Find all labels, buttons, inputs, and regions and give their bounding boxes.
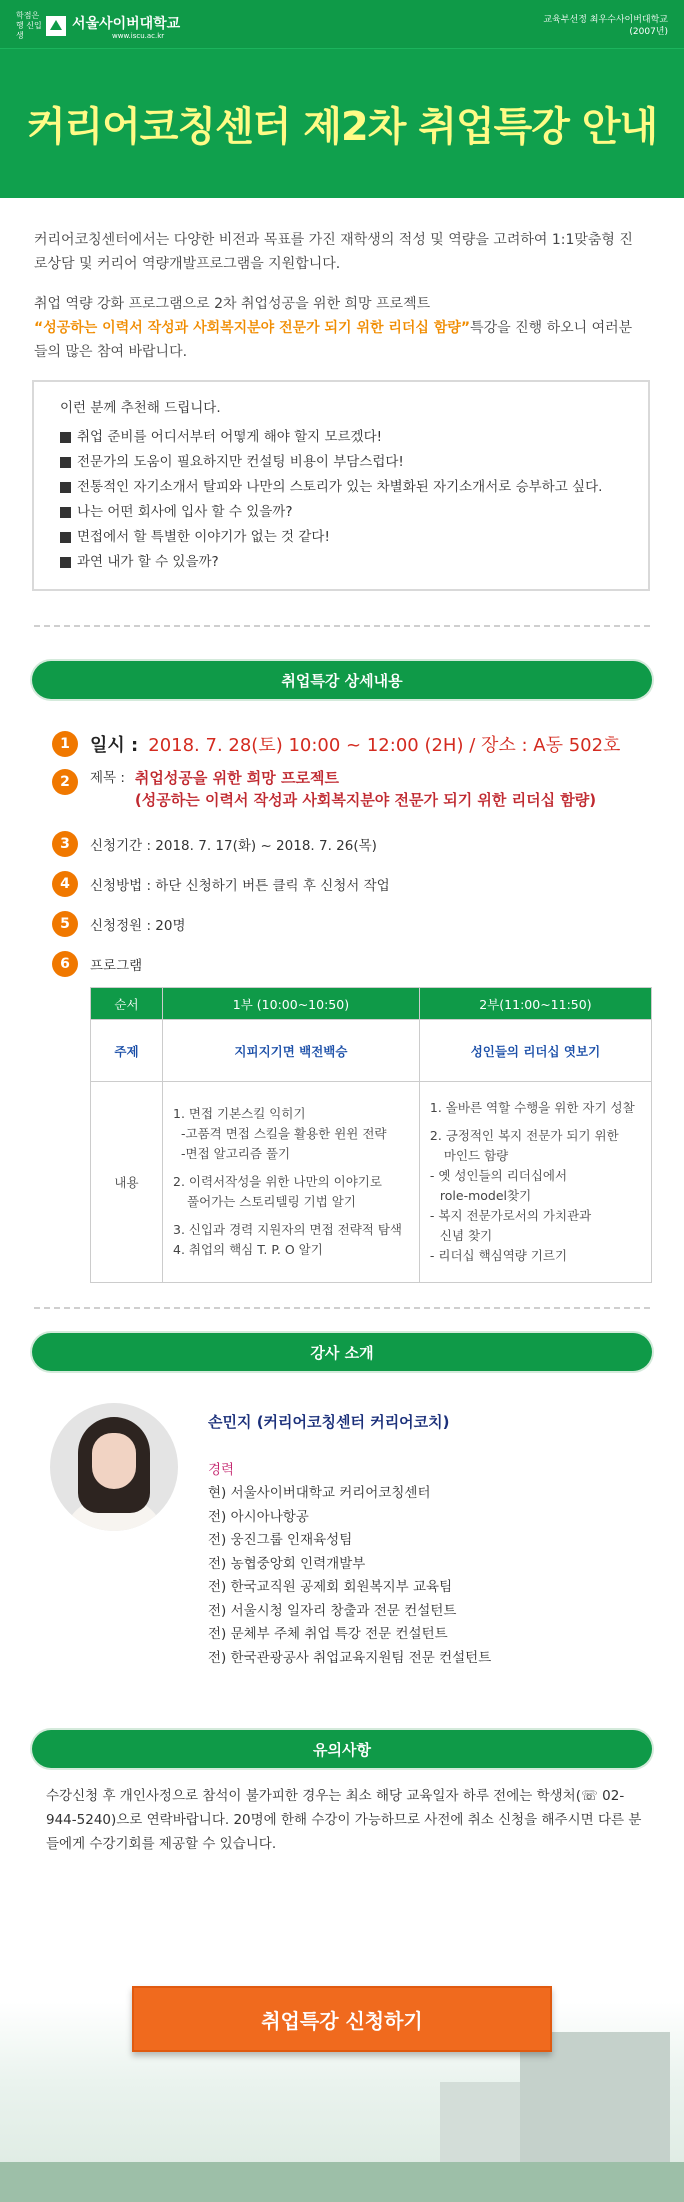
intro-text-b: 특강을 진행 하오니 여러분들의 많은 참여 바랍니다.	[34, 320, 633, 360]
content-line: 2. 긍정적인 복지 전문가 되기 위한	[429, 1128, 619, 1143]
content-line: role-model찾기	[439, 1188, 532, 1203]
intro-paragraph-1: 커리어코칭센터에서는 다양한 비전과 목표를 가진 재학생의 적성 및 역량을 고려하여 1:1맞춤형 진로상담 및 커리어 역량개발프로그램을 지원합니다.	[34, 232, 633, 272]
recommend-head: 이런 분께 추천해 드립니다.	[60, 400, 221, 416]
table-header: 1부 (10:00~10:50)	[163, 988, 420, 1020]
intro-paragraph-2	[34, 292, 640, 364]
topic-line-2: (성공하는 이력서 작성과 사회복지분야 전문가 되기 위한 리더십 함량)	[134, 791, 597, 809]
detail-period	[0, 831, 684, 857]
number-badge: 3	[52, 831, 78, 857]
list-item: 전) 한국교직원 공제회 회원복지부 교육팀	[208, 1579, 453, 1595]
number-badge: 6	[52, 951, 78, 977]
number-badge: 2	[52, 769, 78, 795]
section-title-notice: 유의사항	[32, 1730, 652, 1768]
recommend-list	[60, 425, 628, 575]
recommend-item-text: 나는 어떤 회사에 입사 할 수 있을까?	[77, 504, 293, 520]
list-item	[60, 500, 628, 525]
list-item	[60, 425, 628, 450]
intro-highlight: “성공하는 이력서 작성과 사회복지분야 전문가 되기 위한 리더십 함량”	[34, 320, 471, 336]
content-line: - 리더십 핵심역량 기르기	[429, 1248, 568, 1263]
program-table	[90, 987, 652, 1283]
list-item: 전) 아시아나항공	[208, 1508, 309, 1525]
list-item: 전) 한국관광공사 취업교육지원팀 전문 컨설턴트	[208, 1649, 492, 1666]
table-header: 순서	[91, 988, 163, 1020]
award-line2: (2007년)	[629, 27, 668, 37]
square-bullet-icon	[60, 432, 71, 443]
square-bullet-icon	[60, 507, 71, 518]
intro	[0, 198, 684, 364]
list-item: 전) 문체부 주체 취업 특강 전문 컨설턴트	[208, 1626, 448, 1642]
date-value: 2018. 7. 28(토) 10:00 ~ 12:00 (2H) / 장소 : A동 502호	[148, 735, 621, 756]
university-logo[interactable]	[16, 11, 180, 41]
content-line: 3. 신입과 경력 지원자의 면접 전략적 탐색	[173, 1222, 402, 1237]
award-line1: 교육부선정 최우수사이버대학교	[543, 15, 668, 25]
recommend-item-text: 면접에서 할 특별한 이야기가 없는 것 같다!	[77, 529, 330, 545]
content-line: - 복지 전문가로서의 가치관과	[429, 1208, 592, 1223]
content-line: 마인드 함량	[443, 1148, 509, 1163]
method-text: 신청방법 : 하단 신청하기 버튼 클릭 후 신청서 작업	[90, 878, 390, 894]
detail-capacity	[0, 911, 684, 937]
number-badge: 5	[52, 911, 78, 937]
photo-face	[92, 1433, 136, 1489]
content-line: 2. 이력서작성을 위한 나만의 이야기로	[173, 1174, 382, 1189]
recommend-item-text: 과연 내가 할 수 있을까?	[77, 554, 219, 570]
career-label: 경력	[208, 1462, 235, 1478]
theme-label: 주제	[91, 1020, 163, 1082]
recommend-item-text: 취업 준비를 어디서부터 어떻게 해야 할지 모르겠다!	[77, 429, 383, 445]
detail-date	[0, 731, 684, 757]
apply-button-wrap	[0, 1986, 684, 2052]
square-bullet-icon	[60, 482, 71, 493]
list-item: 전) 농협중앙회 인력개발부	[208, 1555, 366, 1572]
square-bullet-icon	[60, 457, 71, 468]
list-item: 전) 서울시청 일자리 창출과 전문 컨설턴트	[208, 1602, 457, 1619]
theme-part2: 성인들의 리더십 엿보기	[419, 1020, 651, 1082]
logo-mark-icon	[46, 16, 66, 36]
period-text: 신청기간 : 2018. 7. 17(화) ~ 2018. 7. 26(목)	[90, 838, 377, 854]
list-item	[60, 475, 628, 500]
logo-url: www.iscu.ac.kr	[112, 31, 165, 40]
table-header: 2부(11:00~11:50)	[419, 988, 651, 1020]
detail-program	[0, 951, 684, 977]
apply-button[interactable]: 취업특강 신청하기	[132, 1986, 552, 2052]
content-line: 신념 찾기	[439, 1228, 493, 1243]
content-line: -고품격 면접 스킬을 활용한 윈윈 전략	[181, 1126, 387, 1141]
capacity-text: 신청정원 : 20명	[90, 918, 186, 934]
instructor-photo	[50, 1403, 178, 1531]
content-line: 1. 올바른 역할 수행을 위한 자기 성찰	[429, 1100, 635, 1115]
date-label: 일시 :	[90, 735, 139, 756]
list-item	[60, 450, 628, 475]
topic-line-1: 취업성공을 위한 희망 프로젝트	[134, 769, 339, 787]
table-row	[91, 1020, 652, 1082]
recommend-item-text: 전통적인 자기소개서 탈피와 나만의 스토리가 있는 차별화된 자기소개서로 승부하고 싶다.	[77, 479, 603, 495]
title-banner	[0, 48, 684, 198]
list-item	[60, 550, 628, 575]
section-title-instructor: 강사 소개	[32, 1333, 652, 1371]
recommend-item-text: 전문가의 도움이 필요하지만 컨설팅 비용이 부담스럽다!	[77, 454, 404, 470]
top-bar	[0, 0, 684, 48]
content-line: 4. 취업의 핵심 T. P. O 알기	[173, 1242, 323, 1257]
notice-text: 수강신청 후 개인사정으로 참석이 불가피한 경우는 최소 해당 교육일자 하루 전에는 학생처(☏ 02-944-5240)으로 연락바랍니다. 20명에 한해 수강이 가능하므로 사전에 취소 신청을 해주시면 다른 분들에게 수강기회를 제공할 수 있습니다.	[46, 1788, 642, 1852]
table-row	[91, 1082, 652, 1283]
logo-name: 서울사이버대학교	[72, 15, 181, 32]
detail-method	[0, 871, 684, 897]
content-part2	[419, 1082, 651, 1283]
award-text	[543, 14, 668, 38]
list-item: 현) 서울사이버대학교 커리어코칭센터	[208, 1485, 431, 1501]
program-label: 프로그램	[90, 958, 143, 974]
square-bullet-icon	[60, 557, 71, 568]
topic-label: 제목 :	[90, 770, 125, 786]
section-title-detail: 취업특강 상세내용	[32, 661, 652, 699]
detail-topic	[0, 767, 684, 811]
list-item	[60, 525, 628, 550]
logo-small-text: 학점은행 신입생	[16, 11, 42, 40]
content-line: 풀어가는 스토리텔링 기법 알기	[187, 1194, 356, 1209]
content-line: 1. 면접 기본스킬 익히기	[173, 1106, 306, 1121]
instructor-profile	[0, 1397, 684, 1670]
square-bullet-icon	[60, 532, 71, 543]
list-item: 전) 웅진그룹 인재육성팀	[208, 1532, 353, 1548]
number-badge: 1	[52, 731, 78, 757]
instructor-name: 손민지 (커리어코칭센터 커리어코치)	[208, 1413, 450, 1431]
career-list	[208, 1482, 491, 1670]
content-label: 내용	[91, 1082, 163, 1283]
recommend-box	[32, 380, 650, 591]
content-line: -면접 알고리즘 풀기	[181, 1146, 291, 1161]
content-part1	[163, 1082, 420, 1283]
intro-text-a: 취업 역량 강화 프로그램으로 2차 취업성공을 위한 희망 프로젝트	[34, 296, 431, 312]
number-badge: 4	[52, 871, 78, 897]
page-title: 커리어코칭센터 제2차 취업특강 안내	[26, 104, 658, 150]
theme-part1: 지피지기면 백전백승	[163, 1020, 420, 1082]
table-header-row	[91, 988, 652, 1020]
content-line: - 옛 성인들의 리더십에서	[429, 1168, 568, 1183]
lawn-shape	[0, 2162, 684, 2202]
